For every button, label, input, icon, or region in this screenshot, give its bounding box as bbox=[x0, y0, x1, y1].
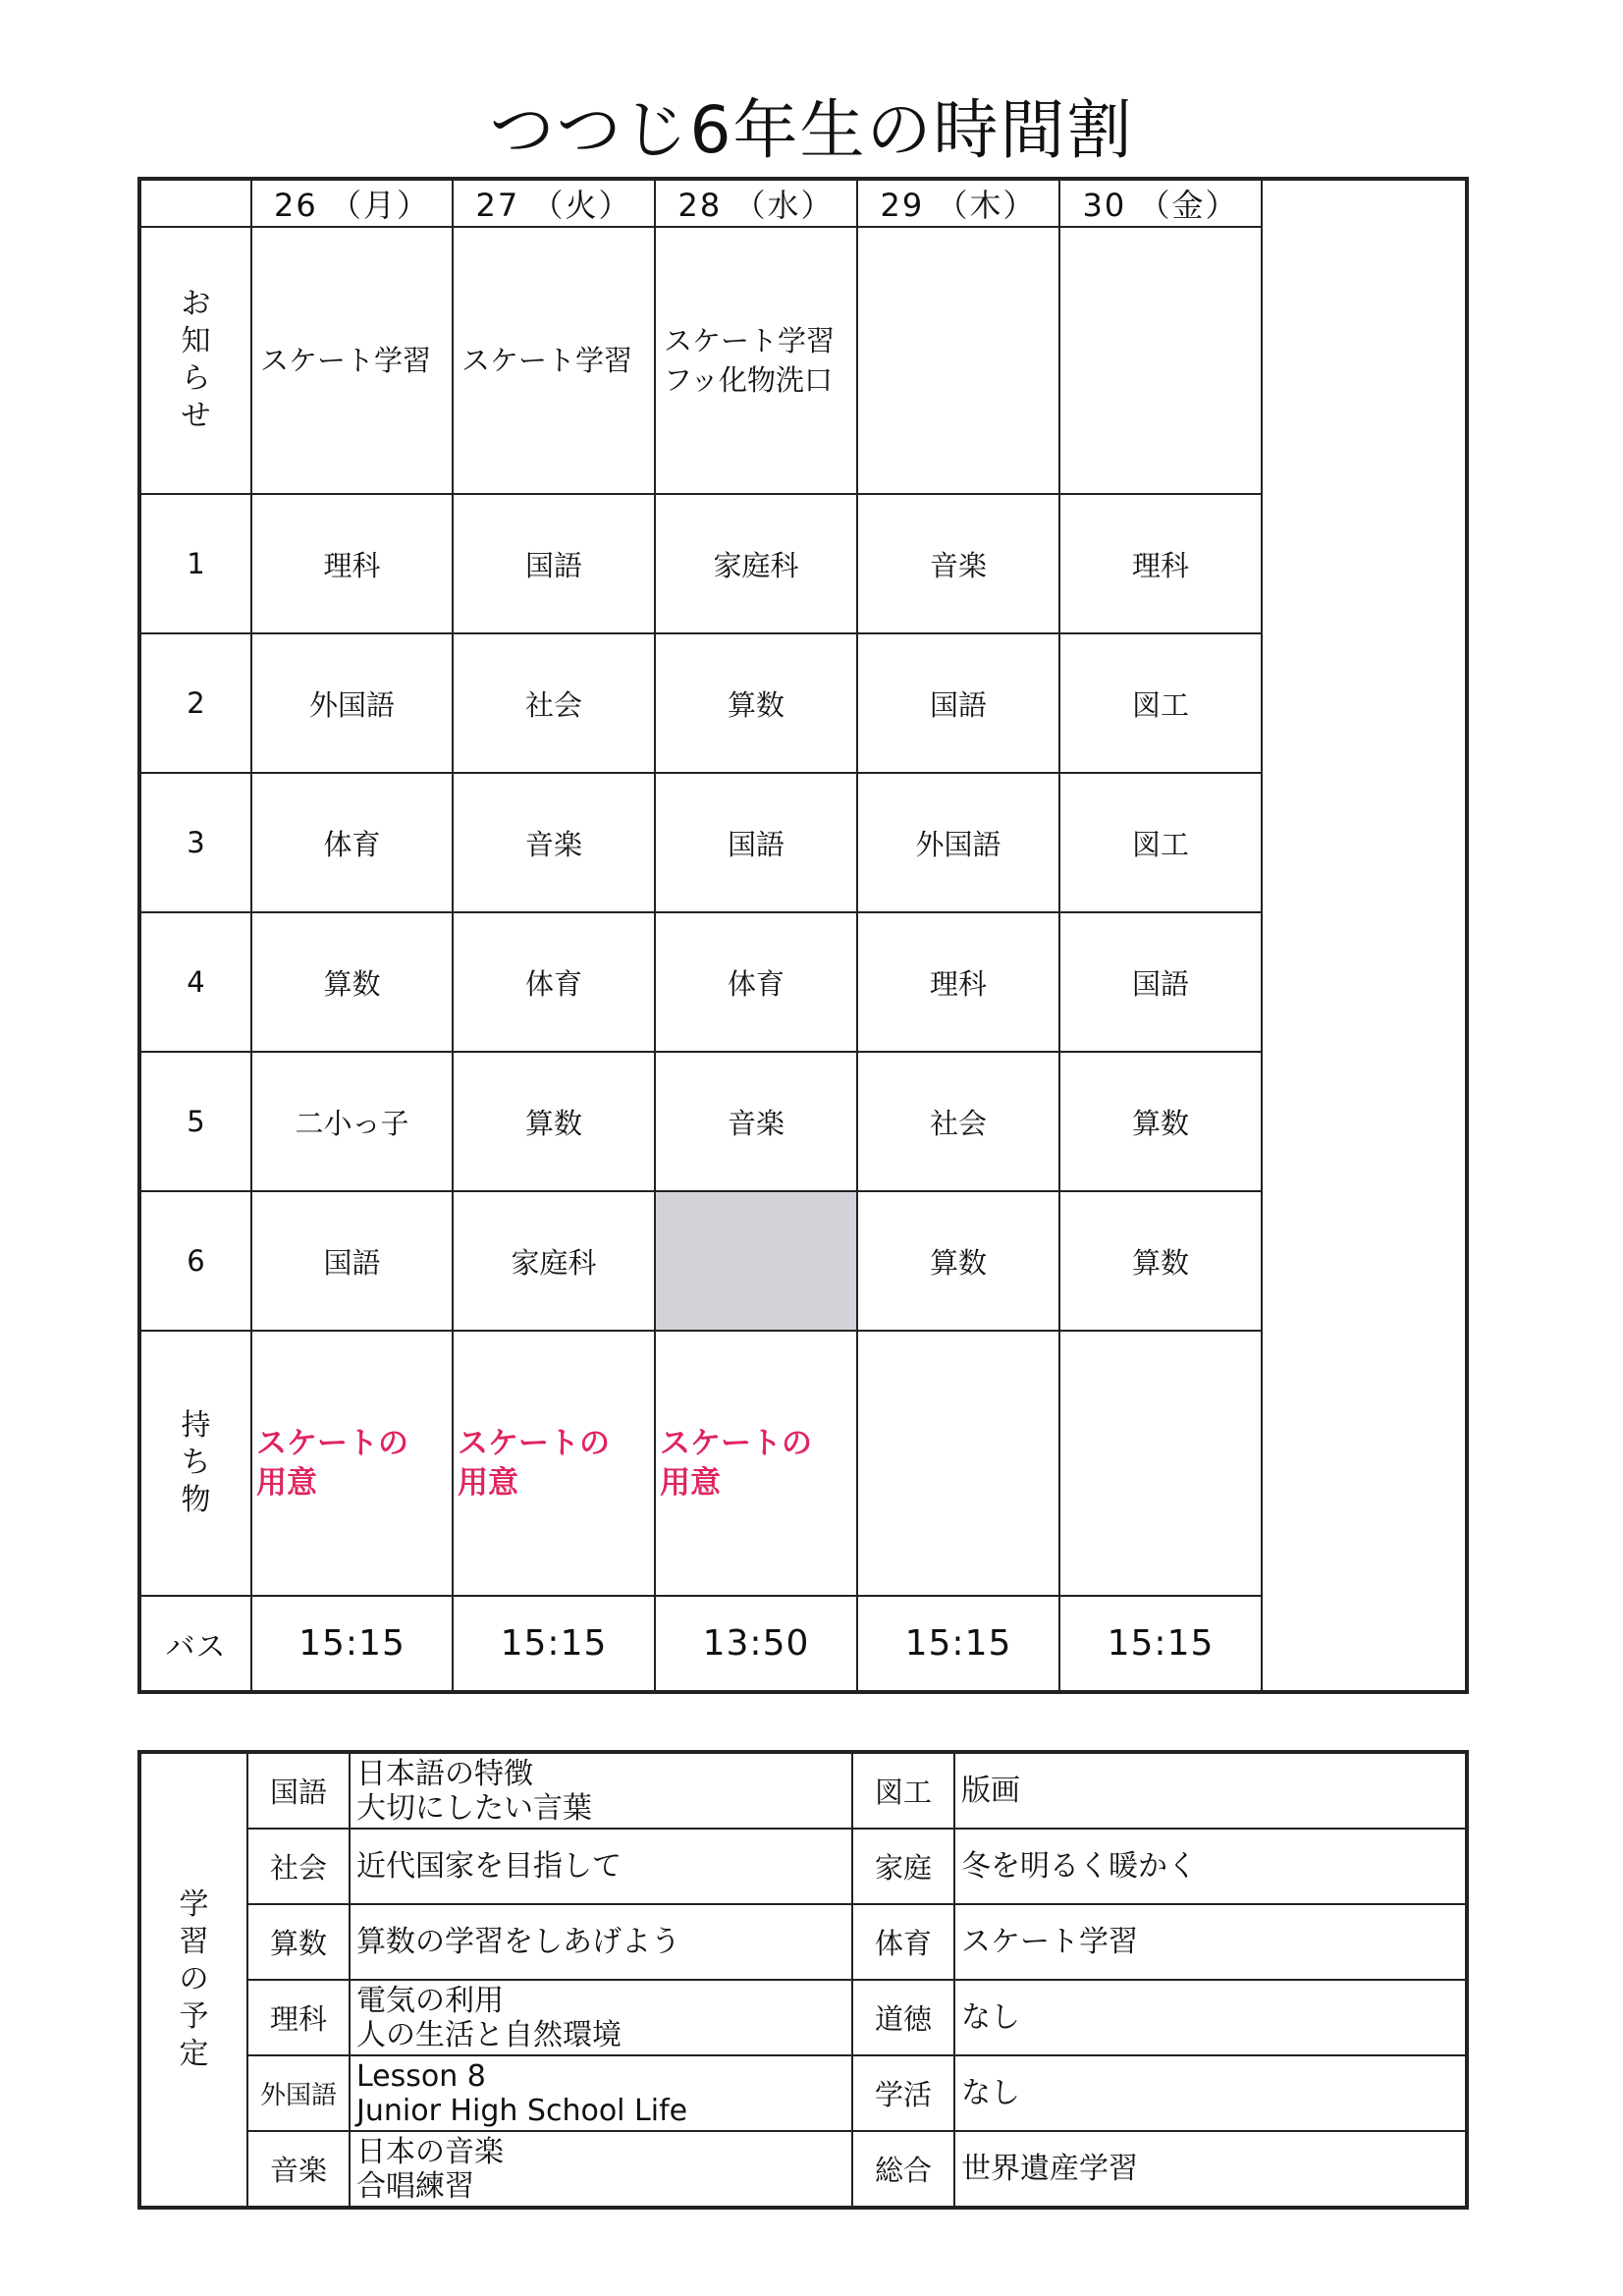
subject-cell: 国語 bbox=[655, 773, 857, 912]
plan-row bbox=[139, 2055, 1467, 2131]
plan-subject: 道徳 bbox=[852, 1980, 954, 2055]
subject-cell: 二小っ子 bbox=[251, 1052, 453, 1191]
plan-subject: 理科 bbox=[247, 1980, 350, 2055]
items-cell bbox=[251, 1331, 453, 1596]
subject-cell: 体育 bbox=[251, 773, 453, 912]
items-cell bbox=[655, 1331, 857, 1596]
plan-content: 世界遺産学習 bbox=[954, 2131, 1467, 2208]
plan-content: 算数の学習をしあげよう bbox=[350, 1904, 852, 1980]
plan-subject: 国語 bbox=[247, 1752, 350, 1829]
period-number: 6 bbox=[139, 1191, 251, 1331]
subject-cell: 図工 bbox=[1059, 633, 1262, 773]
day-header: 29 （木） bbox=[857, 179, 1059, 227]
corner-cell bbox=[139, 179, 251, 227]
items-cell bbox=[857, 1331, 1059, 1596]
items-text: スケートの 用意 bbox=[458, 1426, 610, 1501]
blank-column bbox=[1262, 179, 1467, 1692]
notice-cell bbox=[857, 227, 1059, 494]
bus-time: 15:15 bbox=[1059, 1596, 1262, 1692]
plan-subject: 算数 bbox=[247, 1904, 350, 1980]
bus-time: 15:15 bbox=[453, 1596, 655, 1692]
subject-cell: 社会 bbox=[453, 633, 655, 773]
notice-label-cell bbox=[139, 227, 251, 494]
plan-content: 日本の音楽 合唱練習 bbox=[350, 2131, 852, 2208]
plan-label: 学習の予定 bbox=[179, 1887, 209, 2071]
subject-cell: 算数 bbox=[1059, 1191, 1262, 1331]
subject-cell: 家庭科 bbox=[655, 494, 857, 633]
subject-cell: 社会 bbox=[857, 1052, 1059, 1191]
plan-subject: 音楽 bbox=[247, 2131, 350, 2208]
plan-content: 冬を明るく暖かく bbox=[954, 1829, 1467, 1904]
subject-cell: 理科 bbox=[251, 494, 453, 633]
subject-cell: 図工 bbox=[1059, 773, 1262, 912]
plan-content: 日本語の特徴 大切にしたい言葉 bbox=[350, 1752, 852, 1829]
subject-cell: 理科 bbox=[1059, 494, 1262, 633]
items-text: スケートの 用意 bbox=[660, 1426, 812, 1501]
plan-content: なし bbox=[954, 1980, 1467, 2055]
bus-time: 15:15 bbox=[251, 1596, 453, 1692]
subject-cell: 算数 bbox=[655, 633, 857, 773]
subject-cell: 体育 bbox=[453, 912, 655, 1052]
day-header: 28 （水） bbox=[655, 179, 857, 227]
items-cell bbox=[1059, 1331, 1262, 1596]
plan-subject: 総合 bbox=[852, 2131, 954, 2208]
subject-cell: 外国語 bbox=[857, 773, 1059, 912]
period-number: 4 bbox=[139, 912, 251, 1052]
plan-row bbox=[139, 1980, 1467, 2055]
subject-cell: 体育 bbox=[655, 912, 857, 1052]
bus-time: 15:15 bbox=[857, 1596, 1059, 1692]
period-number: 1 bbox=[139, 494, 251, 633]
day-header: 30 （金） bbox=[1059, 179, 1262, 227]
bus-time: 13:50 bbox=[655, 1596, 857, 1692]
notice-cell bbox=[1059, 227, 1262, 494]
subject-cell: 算数 bbox=[453, 1052, 655, 1191]
plan-subject: 家庭 bbox=[852, 1829, 954, 1904]
day-header: 27 （火） bbox=[453, 179, 655, 227]
plan-content: なし bbox=[954, 2055, 1467, 2131]
subject-cell: 外国語 bbox=[251, 633, 453, 773]
subject-cell: 算数 bbox=[251, 912, 453, 1052]
plan-subject: 外国語 bbox=[247, 2055, 350, 2131]
plan-content: Lesson 8 Junior High School Life bbox=[350, 2055, 852, 2131]
no-class-cell bbox=[655, 1191, 857, 1331]
plan-label-cell bbox=[139, 1752, 247, 2208]
plan-row bbox=[139, 1904, 1467, 1980]
subject-cell: 音楽 bbox=[655, 1052, 857, 1191]
subject-cell: 国語 bbox=[251, 1191, 453, 1331]
plan-row bbox=[139, 2131, 1467, 2208]
bus-label: バス bbox=[139, 1596, 251, 1692]
notice-cell: スケート学習 フッ化物洗口 bbox=[655, 227, 857, 494]
items-label: 持ち物 bbox=[181, 1408, 211, 1517]
plan-subject: 体育 bbox=[852, 1904, 954, 1980]
timetable bbox=[137, 177, 1469, 1694]
notice-label: お知らせ bbox=[181, 287, 211, 433]
subject-cell: 算数 bbox=[1059, 1052, 1262, 1191]
subject-cell: 国語 bbox=[1059, 912, 1262, 1052]
items-label-cell bbox=[139, 1331, 251, 1596]
page-title: つつじ6年生の時間割 bbox=[489, 92, 1134, 168]
notice-cell: スケート学習 bbox=[453, 227, 655, 494]
day-header: 26 （月） bbox=[251, 179, 453, 227]
study-plan-table bbox=[137, 1750, 1469, 2210]
period-number: 2 bbox=[139, 633, 251, 773]
subject-cell: 音楽 bbox=[453, 773, 655, 912]
plan-row bbox=[139, 1829, 1467, 1904]
items-text: スケートの 用意 bbox=[256, 1426, 408, 1501]
plan-content: 近代国家を目指して bbox=[350, 1829, 852, 1904]
subject-cell: 音楽 bbox=[857, 494, 1059, 633]
plan-row bbox=[139, 1752, 1467, 1829]
plan-subject: 学活 bbox=[852, 2055, 954, 2131]
notice-cell: スケート学習 bbox=[251, 227, 453, 494]
subject-cell: 家庭科 bbox=[453, 1191, 655, 1331]
plan-content: 版画 bbox=[954, 1752, 1467, 1829]
plan-subject: 社会 bbox=[247, 1829, 350, 1904]
subject-cell: 理科 bbox=[857, 912, 1059, 1052]
subject-cell: 国語 bbox=[453, 494, 655, 633]
plan-subject: 図工 bbox=[852, 1752, 954, 1829]
plan-content: スケート学習 bbox=[954, 1904, 1467, 1980]
period-number: 5 bbox=[139, 1052, 251, 1191]
plan-content: 電気の利用 人の生活と自然環境 bbox=[350, 1980, 852, 2055]
day-header-row bbox=[139, 179, 1467, 227]
subject-cell: 算数 bbox=[857, 1191, 1059, 1331]
period-number: 3 bbox=[139, 773, 251, 912]
items-cell bbox=[453, 1331, 655, 1596]
subject-cell: 国語 bbox=[857, 633, 1059, 773]
